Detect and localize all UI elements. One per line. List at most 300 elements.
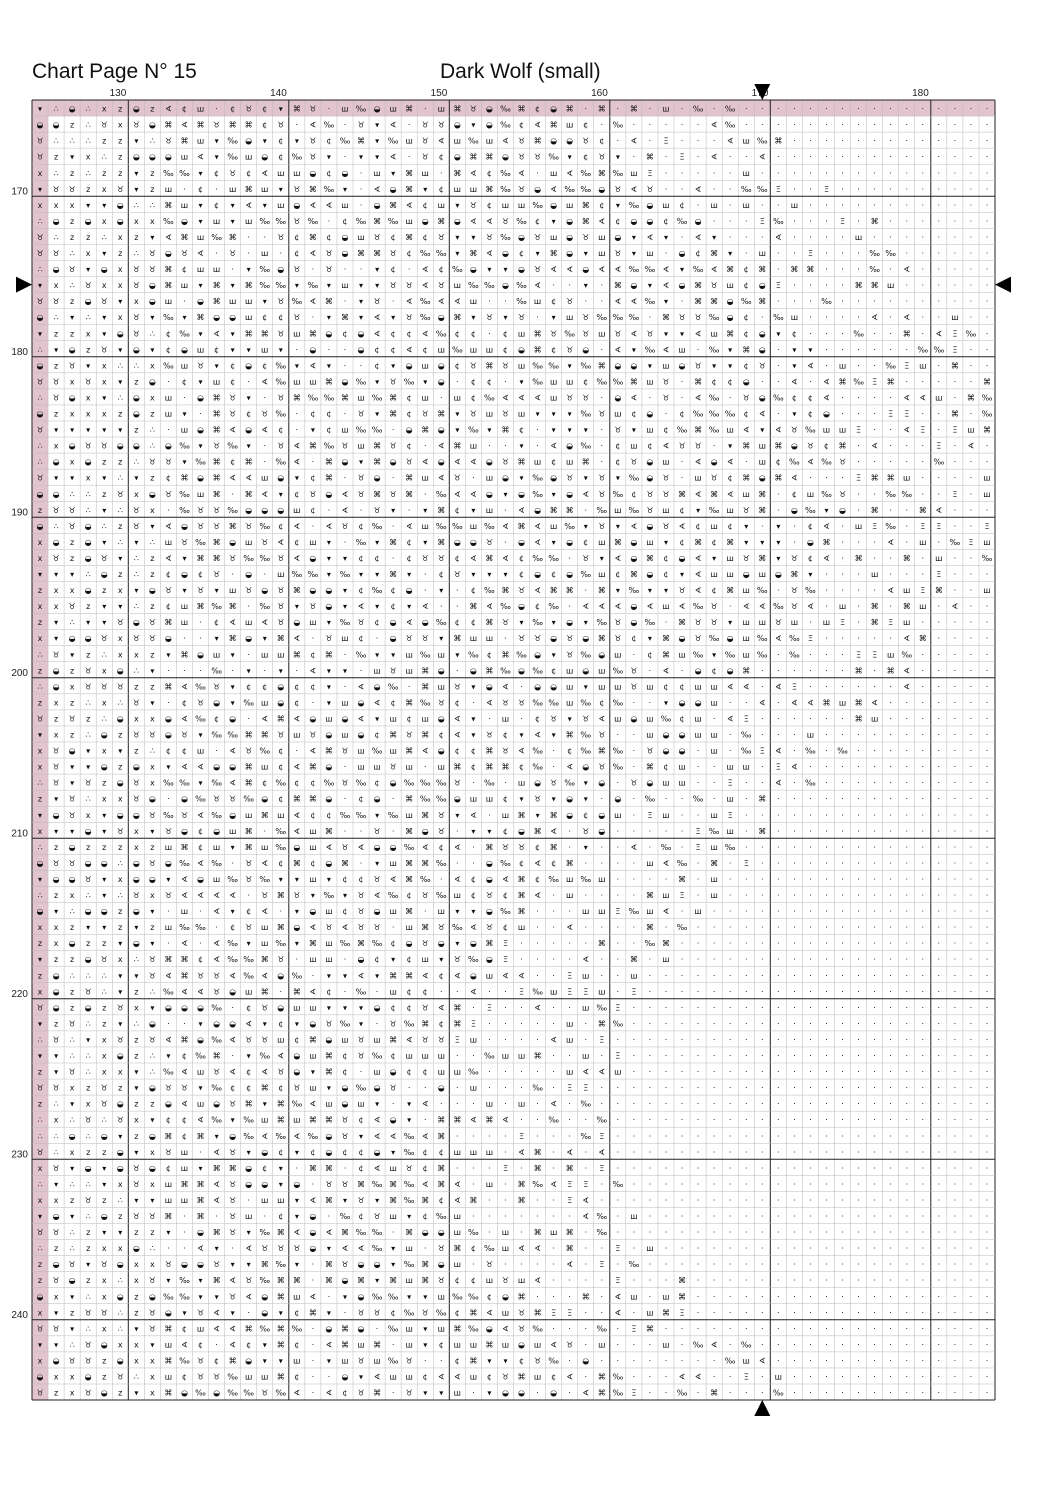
chart-cell-symbol: ‰: [259, 217, 270, 226]
chart-cell-symbol: ♉: [502, 747, 509, 756]
chart-cell-symbol: ∢: [277, 1052, 284, 1061]
chart-cell-symbol: ·: [552, 955, 555, 964]
chart-cell-symbol: ·: [376, 987, 379, 996]
chart-cell-symbol: ·: [793, 1003, 796, 1012]
chart-cell-symbol: ∢: [213, 891, 220, 900]
chart-cell-symbol: ∢: [695, 393, 702, 402]
chart-cell-symbol: ∴: [54, 1100, 59, 1109]
chart-cell-symbol: ·: [889, 1228, 892, 1237]
chart-cell-symbol: ·: [825, 714, 828, 723]
chart-cell-symbol: ·: [488, 714, 491, 723]
chart-cell-symbol: ▾: [247, 1228, 251, 1237]
chart-cell-symbol: ⌘: [180, 1035, 188, 1044]
chart-cell-symbol: ◒: [85, 554, 92, 563]
chart-cell-symbol: ◒: [695, 666, 702, 675]
chart-cell-symbol: ♉: [566, 393, 573, 402]
chart-cell-symbol: ·: [713, 1212, 716, 1221]
chart-cell-symbol: ‰: [741, 731, 752, 740]
chart-cell-symbol: ·: [633, 698, 636, 707]
chart-cell-symbol: ⌘: [582, 1292, 590, 1301]
chart-cell-symbol: ▾: [54, 474, 58, 483]
chart-cell-symbol: ▾: [86, 747, 90, 756]
chart-cell-symbol: z: [150, 843, 154, 852]
chart-cell-symbol: ◒: [229, 811, 236, 820]
chart-cell-symbol: ·: [713, 1244, 716, 1253]
chart-cell-symbol: ш: [566, 377, 573, 386]
chart-cell-symbol: ◒: [149, 586, 156, 595]
chart-cell-symbol: ·: [745, 1116, 748, 1125]
chart-cell-symbol: ·: [841, 249, 844, 258]
chart-cell-symbol: ∢: [374, 1373, 381, 1382]
chart-cell-symbol: ·: [633, 891, 636, 900]
chart-cell-symbol: ш: [694, 907, 701, 916]
chart-cell-symbol: x: [102, 377, 107, 386]
chart-cell-symbol: ‰: [324, 891, 335, 900]
chart-cell-symbol: ш: [598, 538, 605, 547]
chart-cell-symbol: ·: [841, 731, 844, 740]
chart-cell-symbol: ◒: [133, 442, 140, 451]
chart-cell-symbol: ▾: [279, 185, 283, 194]
chart-cell-symbol: ∢: [358, 682, 365, 691]
chart-cell-symbol: ·: [970, 1260, 973, 1269]
chart-cell-symbol: ·: [825, 1100, 828, 1109]
chart-cell-symbol: ♉: [502, 843, 509, 852]
chart-cell-symbol: ⌘: [726, 265, 734, 274]
chart-cell-symbol: ▾: [231, 217, 235, 226]
chart-cell-symbol: ∢: [759, 698, 766, 707]
chart-cell-symbol: ♉: [69, 265, 76, 274]
chart-cell-symbol: ·: [938, 1164, 941, 1173]
chart-cell-symbol: ш: [743, 634, 750, 643]
chart-cell-symbol: ·: [761, 105, 764, 114]
chart-cell-symbol: ¢: [278, 522, 283, 531]
chart-cell-symbol: ·: [922, 185, 925, 194]
chart-cell-symbol: ◒: [101, 1340, 108, 1349]
chart-cell-symbol: ⌘: [277, 1100, 285, 1109]
chart-cell-symbol: ш: [165, 1373, 172, 1382]
chart-cell-symbol: ·: [905, 1373, 908, 1382]
chart-cell-symbol: x: [54, 602, 59, 611]
chart-cell-symbol: ·: [841, 1292, 844, 1301]
chart-cell-symbol: ♉: [325, 923, 332, 932]
chart-cell-symbol: ·: [552, 763, 555, 772]
chart-cell-symbol: ·: [970, 731, 973, 740]
chart-cell-symbol: ⌘: [405, 795, 413, 804]
chart-cell-symbol: ▾: [102, 1164, 106, 1173]
chart-cell-symbol: ·: [745, 875, 748, 884]
chart-cell-symbol: ▾: [279, 345, 283, 354]
chart-cell-symbol: ·: [954, 217, 957, 226]
chart-cell-symbol: ▾: [648, 281, 652, 290]
chart-cell-symbol: ·: [745, 458, 748, 467]
chart-cell-symbol: ⌘: [903, 329, 911, 338]
chart-cell-symbol: ·: [793, 538, 796, 547]
chart-cell-symbol: ·: [392, 1228, 395, 1237]
chart-cell-symbol: ¢: [455, 506, 460, 515]
chart-cell-symbol: ♉: [341, 779, 348, 788]
chart-cell-symbol: ¢: [631, 490, 636, 499]
chart-cell-symbol: ◒: [791, 442, 798, 451]
chart-cell-symbol: ¢: [198, 570, 203, 579]
chart-cell-symbol: ¢: [535, 843, 540, 852]
chart-cell-symbol: ▾: [263, 201, 267, 210]
chart-cell-symbol: ‰: [163, 313, 174, 322]
chart-cell-symbol: ·: [665, 1356, 668, 1365]
chart-cell-symbol: ⌘: [598, 586, 606, 595]
chart-cell-symbol: ·: [954, 843, 957, 852]
chart-cell-symbol: ·: [809, 1019, 812, 1028]
chart-cell-symbol: ш: [710, 891, 717, 900]
chart-cell-symbol: ▾: [327, 666, 331, 675]
chart-cell-symbol: x: [54, 442, 59, 451]
chart-cell-symbol: ·: [633, 1228, 636, 1237]
chart-cell-symbol: ◒: [630, 281, 637, 290]
chart-cell-symbol: ¢: [407, 1068, 412, 1077]
chart-cell-symbol: ·: [970, 105, 973, 114]
chart-cell-symbol: ш: [181, 361, 188, 370]
chart-cell-symbol: ·: [922, 1292, 925, 1301]
chart-cell-symbol: ¢: [696, 522, 701, 531]
chart-cell-symbol: ‰: [372, 393, 383, 402]
chart-cell-symbol: ·: [857, 1019, 860, 1028]
chart-cell-symbol: ▾: [134, 169, 138, 178]
chart-cell-symbol: ♉: [438, 1035, 445, 1044]
chart-cell-symbol: ‰: [291, 971, 302, 980]
chart-cell-symbol: ·: [601, 1292, 604, 1301]
chart-cell-symbol: ‰: [404, 1308, 415, 1317]
chart-cell-symbol: ·: [360, 201, 363, 210]
chart-cell-symbol: ·: [809, 1228, 812, 1237]
chart-cell-symbol: ·: [488, 1084, 491, 1093]
chart-cell-symbol: ⌘: [309, 442, 317, 451]
chart-cell-symbol: ▾: [118, 602, 122, 611]
chart-cell-symbol: ш: [502, 1052, 509, 1061]
chart-cell-symbol: ·: [793, 297, 796, 306]
chart-cell-symbol: ·: [873, 185, 876, 194]
chart-cell-symbol: ·: [873, 490, 876, 499]
chart-cell-symbol: ⌘: [245, 731, 253, 740]
chart-cell-symbol: ·: [729, 1228, 732, 1237]
chart-cell-symbol: Ξ: [631, 1389, 636, 1398]
chart-cell-symbol: ‰: [243, 1132, 254, 1141]
chart-cell-symbol: ⌘: [566, 731, 574, 740]
chart-cell-symbol: ·: [777, 377, 780, 386]
chart-cell-symbol: z: [70, 554, 74, 563]
chart-cell-symbol: ·: [456, 1164, 459, 1173]
chart-cell-symbol: ·: [873, 1228, 876, 1237]
chart-cell-symbol: ·: [970, 1084, 973, 1093]
chart-cell-symbol: ·: [697, 1260, 700, 1269]
chart-cell-symbol: ·: [857, 586, 860, 595]
chart-cell-symbol: ⌘: [261, 329, 269, 338]
chart-cell-symbol: ·: [633, 1019, 636, 1028]
chart-cell-symbol: ш: [245, 538, 252, 547]
chart-cell-symbol: ·: [970, 1196, 973, 1205]
chart-cell-symbol: ♉: [422, 410, 429, 419]
chart-cell-symbol: ·: [825, 634, 828, 643]
chart-cell-symbol: ∢: [791, 377, 798, 386]
chart-cell-symbol: ш: [694, 474, 701, 483]
chart-cell-symbol: ·: [809, 137, 812, 146]
chart-cell-symbol: x: [70, 410, 75, 419]
chart-cell-symbol: ·: [793, 987, 796, 996]
chart-cell-symbol: ‰: [629, 474, 640, 483]
chart-cell-symbol: ·: [873, 1292, 876, 1301]
chart-cell-symbol: ⌘: [421, 666, 429, 675]
chart-cell-symbol: ♉: [694, 634, 701, 643]
chart-cell-symbol: ·: [889, 506, 892, 515]
chart-cell-symbol: ш: [293, 377, 300, 386]
chart-cell-symbol: ◒: [470, 265, 477, 274]
chart-cell-symbol: ◒: [181, 522, 188, 531]
chart-cell-symbol: ·: [408, 1084, 411, 1093]
chart-cell-symbol: ▾: [231, 907, 235, 916]
chart-cell-symbol: ш: [309, 1052, 316, 1061]
chart-cell-symbol: ⌘: [309, 763, 317, 772]
chart-cell-symbol: ∢: [566, 763, 573, 772]
chart-cell-symbol: ∢: [502, 875, 509, 884]
chart-cell-symbol: ·: [954, 634, 957, 643]
chart-cell-symbol: ♉: [85, 377, 92, 386]
chart-cell-symbol: ‰: [275, 843, 286, 852]
chart-cell-symbol: ·: [167, 698, 170, 707]
chart-cell-symbol: ◒: [181, 345, 188, 354]
chart-cell-symbol: ⌘: [710, 249, 718, 258]
chart-cell-symbol: ♉: [309, 137, 316, 146]
chart-cell-symbol: ш: [389, 907, 396, 916]
chart-cell-symbol: ш: [309, 1003, 316, 1012]
chart-cell-symbol: ·: [873, 907, 876, 916]
chart-cell-symbol: ¢: [407, 410, 412, 419]
chart-cell-symbol: ·: [681, 827, 684, 836]
chart-cell-symbol: ш: [823, 426, 830, 435]
chart-cell-symbol: ш: [309, 377, 316, 386]
chart-cell-symbol: ·: [970, 361, 973, 370]
chart-cell-symbol: ·: [568, 1116, 571, 1125]
chart-cell-symbol: ш: [759, 570, 766, 579]
chart-cell-symbol: ♉: [470, 201, 477, 210]
chart-cell-symbol: ·: [986, 1180, 989, 1189]
chart-cell-symbol: ·: [809, 329, 812, 338]
chart-cell-symbol: ◒: [277, 698, 284, 707]
chart-cell-symbol: ◒: [229, 313, 236, 322]
chart-cell-symbol: ¢: [358, 554, 363, 563]
chart-cell-symbol: ▾: [199, 201, 203, 210]
chart-cell-symbol: x: [54, 281, 59, 290]
chart-cell-symbol: ·: [970, 666, 973, 675]
chart-cell-symbol: ·: [681, 169, 684, 178]
chart-cell-symbol: ∢: [197, 1116, 204, 1125]
chart-cell-symbol: ·: [681, 795, 684, 804]
chart-cell-symbol: z: [86, 714, 90, 723]
chart-cell-symbol: ·: [633, 1052, 636, 1061]
chart-cell-symbol: ш: [406, 811, 413, 820]
chart-cell-symbol: x: [70, 1389, 75, 1398]
chart-cell-symbol: ◒: [69, 1132, 76, 1141]
chart-cell-symbol: z: [134, 1035, 138, 1044]
chart-cell-symbol: ▾: [150, 666, 154, 675]
chart-cell-symbol: ∢: [197, 811, 204, 820]
chart-cell-symbol: ¢: [182, 1373, 187, 1382]
chart-cell-symbol: ⌘: [357, 1180, 365, 1189]
chart-cell-symbol: ·: [857, 506, 860, 515]
chart-cell-symbol: ◒: [341, 1100, 348, 1109]
chart-cell-symbol: ▾: [166, 1052, 170, 1061]
chart-cell-symbol: ·: [905, 458, 908, 467]
chart-cell-symbol: ⌘: [485, 153, 493, 162]
chart-cell-symbol: ▾: [70, 474, 74, 483]
chart-cell-symbol: ·: [745, 1228, 748, 1237]
chart-cell-symbol: ·: [296, 426, 299, 435]
chart-cell-symbol: ⌘: [245, 1100, 253, 1109]
chart-cell-symbol: ·: [986, 442, 989, 451]
chart-cell-symbol: x: [118, 281, 123, 290]
chart-cell-symbol: ▾: [343, 666, 347, 675]
chart-cell-symbol: ·: [857, 1164, 860, 1173]
chart-cell-symbol: ∢: [470, 169, 477, 178]
chart-cell-symbol: ·: [938, 987, 941, 996]
chart-cell-symbol: ⌘: [180, 474, 188, 483]
chart-cell-symbol: ·: [552, 1068, 555, 1077]
chart-cell-symbol: ‰: [227, 153, 238, 162]
chart-cell-symbol: ◒: [390, 458, 397, 467]
chart-cell-symbol: ‰: [259, 747, 270, 756]
chart-cell-symbol: ▾: [728, 442, 732, 451]
chart-cell-symbol: ·: [954, 474, 957, 483]
chart-cell-symbol: ·: [793, 939, 796, 948]
chart-cell-symbol: ◒: [438, 1228, 445, 1237]
chart-cell-symbol: ·: [954, 666, 957, 675]
chart-cell-symbol: ▾: [166, 1276, 170, 1285]
chart-cell-symbol: ·: [697, 1052, 700, 1061]
chart-cell-symbol: ∴: [134, 602, 139, 611]
chart-cell-symbol: ∢: [759, 410, 766, 419]
chart-cell-symbol: ·: [761, 923, 764, 932]
chart-cell-symbol: ·: [360, 361, 363, 370]
chart-cell-symbol: ◒: [374, 1003, 381, 1012]
chart-cell-symbol: ‰: [709, 393, 720, 402]
chart-cell-symbol: ‰: [436, 249, 447, 258]
chart-cell-symbol: ·: [938, 490, 941, 499]
chart-cell-symbol: ·: [697, 1035, 700, 1044]
chart-cell-symbol: ◒: [117, 1100, 124, 1109]
chart-cell-symbol: ·: [954, 153, 957, 162]
chart-cell-symbol: ▾: [70, 1324, 74, 1333]
chart-cell-symbol: ▾: [536, 249, 540, 258]
chart-cell-symbol: ▾: [279, 1308, 283, 1317]
chart-cell-symbol: ⌘: [293, 586, 301, 595]
chart-cell-symbol: x: [150, 1373, 155, 1382]
chart-cell-symbol: ♉: [52, 249, 59, 258]
chart-cell-symbol: ¢: [294, 249, 299, 258]
chart-cell-symbol: ·: [873, 1132, 876, 1141]
chart-cell-symbol: Ξ: [631, 1324, 636, 1333]
chart-cell-symbol: ·: [889, 698, 892, 707]
chart-cell-symbol: ·: [504, 1068, 507, 1077]
chart-cell-symbol: ·: [938, 105, 941, 114]
chart-cell-symbol: ∴: [118, 506, 123, 515]
chart-cell-symbol: ·: [552, 1164, 555, 1173]
chart-cell-symbol: ш: [406, 1052, 413, 1061]
chart-cell-symbol: ∢: [663, 907, 670, 916]
chart-cell-symbol: ·: [938, 650, 941, 659]
chart-cell-symbol: ▾: [520, 442, 524, 451]
chart-cell-symbol: ▾: [295, 1212, 299, 1221]
chart-cell-symbol: ‰: [532, 490, 543, 499]
chart-cell-symbol: ·: [713, 442, 716, 451]
chart-cell-symbol: ♉: [325, 1019, 332, 1028]
chart-cell-symbol: ш: [389, 987, 396, 996]
chart-cell-symbol: ◒: [245, 1180, 252, 1189]
chart-cell-symbol: ·: [777, 731, 780, 740]
chart-cell-symbol: ·: [440, 602, 443, 611]
chart-cell-symbol: ◒: [358, 345, 365, 354]
chart-cell-symbol: ш: [165, 393, 172, 402]
chart-cell-symbol: ·: [970, 714, 973, 723]
chart-cell-symbol: ◒: [149, 121, 156, 130]
chart-cell-symbol: Ξ: [968, 538, 973, 547]
chart-cell-symbol: ▾: [70, 827, 74, 836]
chart-cell-symbol: ·: [857, 105, 860, 114]
chart-cell-symbol: x: [102, 410, 107, 419]
chart-cell-symbol: ·: [970, 1212, 973, 1221]
chart-cell-symbol: ♉: [101, 634, 108, 643]
chart-cell-symbol: ◒: [37, 1373, 44, 1382]
chart-cell-symbol: ш: [406, 217, 413, 226]
chart-cell-symbol: ∢: [213, 1324, 220, 1333]
chart-cell-symbol: ∢: [534, 538, 541, 547]
chart-cell-symbol: ∢: [326, 1389, 333, 1398]
chart-cell-symbol: ш: [406, 666, 413, 675]
chart-cell-symbol: ·: [777, 1260, 780, 1269]
chart-cell-symbol: ш: [165, 923, 172, 932]
chart-cell-symbol: ♉: [406, 1389, 413, 1398]
chart-cell-symbol: ¢: [326, 233, 331, 242]
chart-cell-symbol: ·: [777, 955, 780, 964]
chart-cell-symbol: ·: [857, 731, 860, 740]
chart-cell-symbol: ш: [261, 1116, 268, 1125]
chart-cell-symbol: ‰: [805, 779, 816, 788]
chart-cell-symbol: ∢: [534, 121, 541, 130]
chart-cell-symbol: ∴: [54, 1148, 59, 1157]
chart-cell-symbol: ◒: [486, 907, 493, 916]
chart-cell-symbol: ▾: [712, 554, 716, 563]
chart-cell-symbol: ·: [970, 1292, 973, 1301]
chart-cell-symbol: ⌘: [855, 714, 863, 723]
chart-cell-symbol: ∢: [807, 698, 814, 707]
chart-cell-symbol: ш: [614, 506, 621, 515]
chart-cell-symbol: Ξ: [679, 1308, 684, 1317]
chart-cell-symbol: ‰: [564, 522, 575, 531]
chart-cell-symbol: ¢: [230, 1084, 235, 1093]
chart-cell-symbol: ⌘: [277, 1276, 285, 1285]
chart-cell-symbol: ∢: [486, 249, 493, 258]
chart-cell-symbol: ш: [743, 763, 750, 772]
chart-cell-symbol: ▾: [552, 650, 556, 659]
chart-cell-symbol: ¢: [375, 955, 380, 964]
chart-cell-symbol: ·: [922, 313, 925, 322]
chart-cell-symbol: ·: [713, 1052, 716, 1061]
chart-cell-symbol: Ξ: [551, 1308, 556, 1317]
chart-cell-symbol: ·: [761, 955, 764, 964]
chart-cell-symbol: ∴: [86, 137, 91, 146]
chart-cell-symbol: ‰: [211, 602, 222, 611]
chart-cell-symbol: ∢: [679, 1373, 686, 1382]
chart-cell-symbol: ·: [825, 1132, 828, 1141]
chart-cell-symbol: ·: [472, 474, 475, 483]
chart-cell-symbol: ▾: [295, 137, 299, 146]
chart-cell-symbol: ·: [809, 939, 812, 948]
